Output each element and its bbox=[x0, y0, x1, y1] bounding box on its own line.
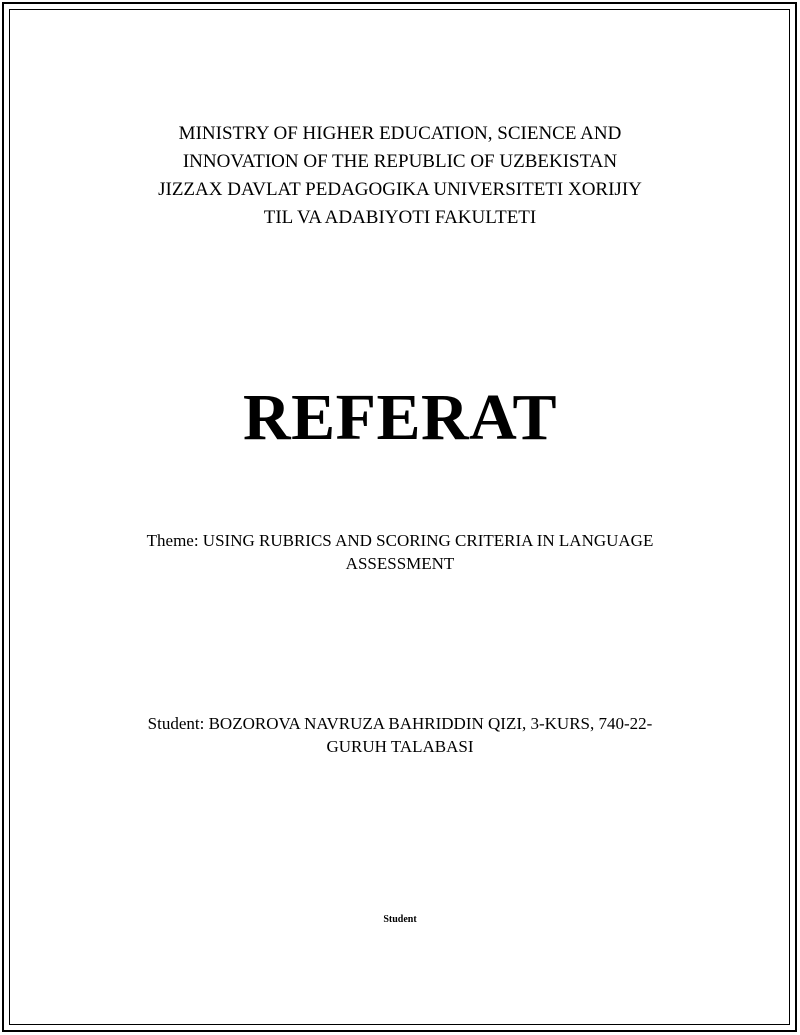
theme-line-2: ASSESSMENT bbox=[345, 554, 455, 573]
institution-line-1: MINISTRY OF HIGHER EDUCATION, SCIENCE AND bbox=[178, 123, 622, 144]
student-line-1: Student: BOZOROVA NAVRUZA BAHRIDDIN QIZI, 3-KURS, 740-22- bbox=[147, 714, 653, 733]
institution-line-3: JIZZAX DAVLAT PEDAGOGIKA UNIVERSITETI XORIJIY bbox=[158, 179, 642, 200]
student-line-2: GURUH TALABASI bbox=[326, 737, 474, 756]
institution-line-4: TIL VA ADABIYOTI FAKULTETI bbox=[263, 207, 537, 228]
theme-line-1: Theme: USING RUBRICS AND SCORING CRITERIA IN LANGUAGE bbox=[146, 531, 654, 550]
document-title: REFERAT bbox=[243, 381, 557, 454]
footer-student-label: Student bbox=[383, 914, 417, 925]
institution-line-2: INNOVATION OF THE REPUBLIC OF UZBEKISTAN bbox=[182, 151, 618, 172]
